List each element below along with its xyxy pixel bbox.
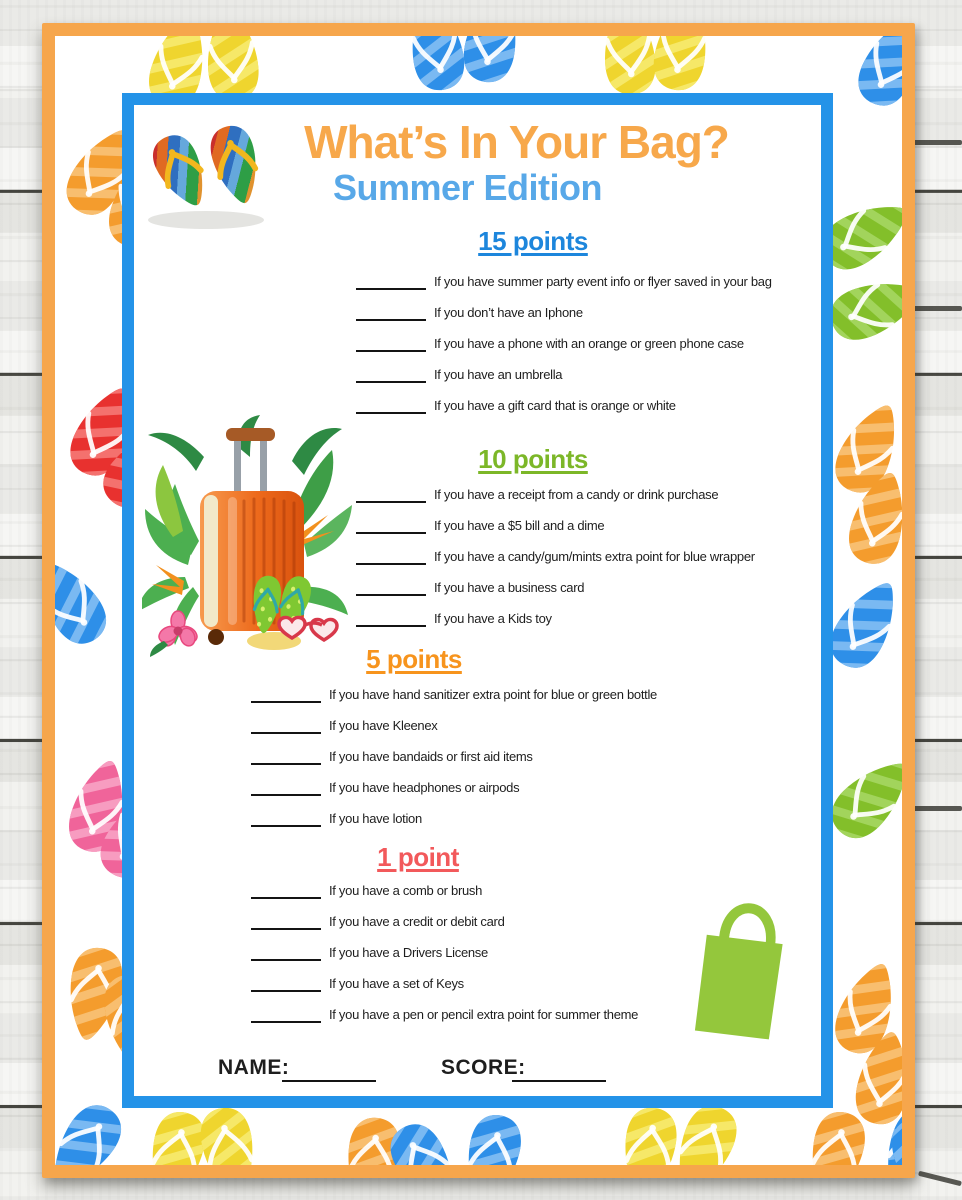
item-text: If you have lotion xyxy=(329,811,422,826)
section-rows-5-points xyxy=(251,674,657,829)
checklist-row xyxy=(251,870,638,901)
answer-blank xyxy=(356,346,426,352)
checklist-row xyxy=(356,261,772,292)
footer-row xyxy=(134,1053,821,1089)
answer-blank xyxy=(356,408,426,414)
name-label: NAME: xyxy=(218,1056,290,1079)
flip-flop-icon xyxy=(192,1100,266,1165)
answer-blank xyxy=(356,559,426,565)
checklist-row xyxy=(251,736,657,767)
hibiscus-flower xyxy=(150,611,200,657)
checklist-row xyxy=(356,323,772,354)
flip-flop-icon xyxy=(455,36,529,90)
flip-flop-icon xyxy=(645,36,719,98)
checklist-row xyxy=(251,767,657,798)
checklist-row xyxy=(356,385,772,416)
answer-blank xyxy=(356,528,426,534)
heart-sunglasses xyxy=(279,617,337,640)
flip-flop-icon xyxy=(845,36,902,119)
item-text: If you have a comb or brush xyxy=(329,883,483,898)
checklist-row xyxy=(356,292,772,323)
item-text: If you have bandaids or first aid items xyxy=(329,749,533,764)
checklist-row xyxy=(251,932,638,963)
section-heading-10-points: 10 points xyxy=(478,444,588,474)
item-text: If you have a set of Keys xyxy=(329,976,464,991)
answer-blank xyxy=(251,790,321,796)
item-text: If you have a phone with an orange or green phone case xyxy=(434,336,744,351)
answer-blank xyxy=(251,924,321,930)
checklist-row xyxy=(356,474,755,505)
answer-blank xyxy=(356,377,426,383)
answer-blank xyxy=(251,955,321,961)
answer-blank xyxy=(251,1017,321,1023)
checklist-row xyxy=(251,994,638,1025)
item-text: If you have a gift card that is orange or white xyxy=(434,398,676,413)
section-rows-1-point xyxy=(251,870,638,1025)
answer-blank xyxy=(356,284,426,290)
item-text: If you don’t have an Iphone xyxy=(434,305,583,320)
name-blank xyxy=(282,1056,376,1082)
answer-blank xyxy=(251,986,321,992)
item-text: If you have a credit or debit card xyxy=(329,914,505,929)
item-text: If you have an umbrella xyxy=(434,367,563,382)
item-text: If you have a $5 bill and a dime xyxy=(434,518,605,533)
answer-blank xyxy=(356,497,426,503)
answer-blank xyxy=(251,728,321,734)
checklist-row xyxy=(356,536,755,567)
checklist-row xyxy=(251,674,657,705)
game-panel xyxy=(122,93,833,1108)
checklist-row xyxy=(356,567,755,598)
item-text: If you have a receipt from a candy or drink purchase xyxy=(434,487,719,502)
section-heading-5-points: 5 points xyxy=(366,644,462,674)
section-rows-15-points xyxy=(356,261,772,416)
section-rows-10-points xyxy=(356,474,755,629)
flip-flop-icon xyxy=(453,1106,531,1165)
item-text: If you have a pen or pencil extra point for summer theme xyxy=(329,1007,639,1022)
plank-gap-line xyxy=(908,306,962,311)
item-text: If you have a Kids toy xyxy=(434,611,552,626)
flip-flop-icon xyxy=(55,543,121,658)
answer-blank xyxy=(356,621,426,627)
card-background-pattern xyxy=(55,36,902,1165)
checklist-row xyxy=(356,598,755,629)
page-title: What’s In Your Bag? xyxy=(304,116,729,168)
printable-card xyxy=(42,23,915,1178)
item-text: If you have hand sanitizer extra point for blue or green bottle xyxy=(329,687,657,702)
item-text: If you have Kleenex xyxy=(329,718,438,733)
checklist-row xyxy=(251,798,657,829)
item-text: If you have a Drivers License xyxy=(329,945,488,960)
answer-blank xyxy=(356,590,426,596)
plank-gap-line xyxy=(908,806,962,811)
checklist-row xyxy=(251,963,638,994)
answer-blank xyxy=(356,315,426,321)
checklist-row xyxy=(356,354,772,385)
item-text: If you have a candy/gum/mints extra point for blue wrapper xyxy=(434,549,755,564)
item-text: If you have summer party event info or flyer saved in your bag xyxy=(434,274,772,289)
score-blank xyxy=(512,1056,606,1082)
page-subtitle: Summer Edition xyxy=(332,167,603,208)
answer-blank xyxy=(251,759,321,765)
answer-blank xyxy=(251,697,321,703)
green-tote-bag-icon xyxy=(677,883,801,1049)
answer-blank xyxy=(251,893,321,899)
checklist-row xyxy=(356,505,755,536)
tropical-suitcase-icon xyxy=(142,415,354,657)
score-label: SCORE: xyxy=(441,1056,526,1079)
checklist-row xyxy=(251,705,657,736)
plank-gap-line xyxy=(908,140,962,145)
checklist-row xyxy=(251,901,638,932)
item-text: If you have a business card xyxy=(434,580,585,595)
answer-blank xyxy=(251,821,321,827)
section-heading-15-points: 15 points xyxy=(478,226,588,256)
item-text: If you have headphones or airpods xyxy=(329,780,520,795)
section-heading-1-point: 1 point xyxy=(377,842,459,872)
flip-flop-icon xyxy=(797,1103,875,1165)
